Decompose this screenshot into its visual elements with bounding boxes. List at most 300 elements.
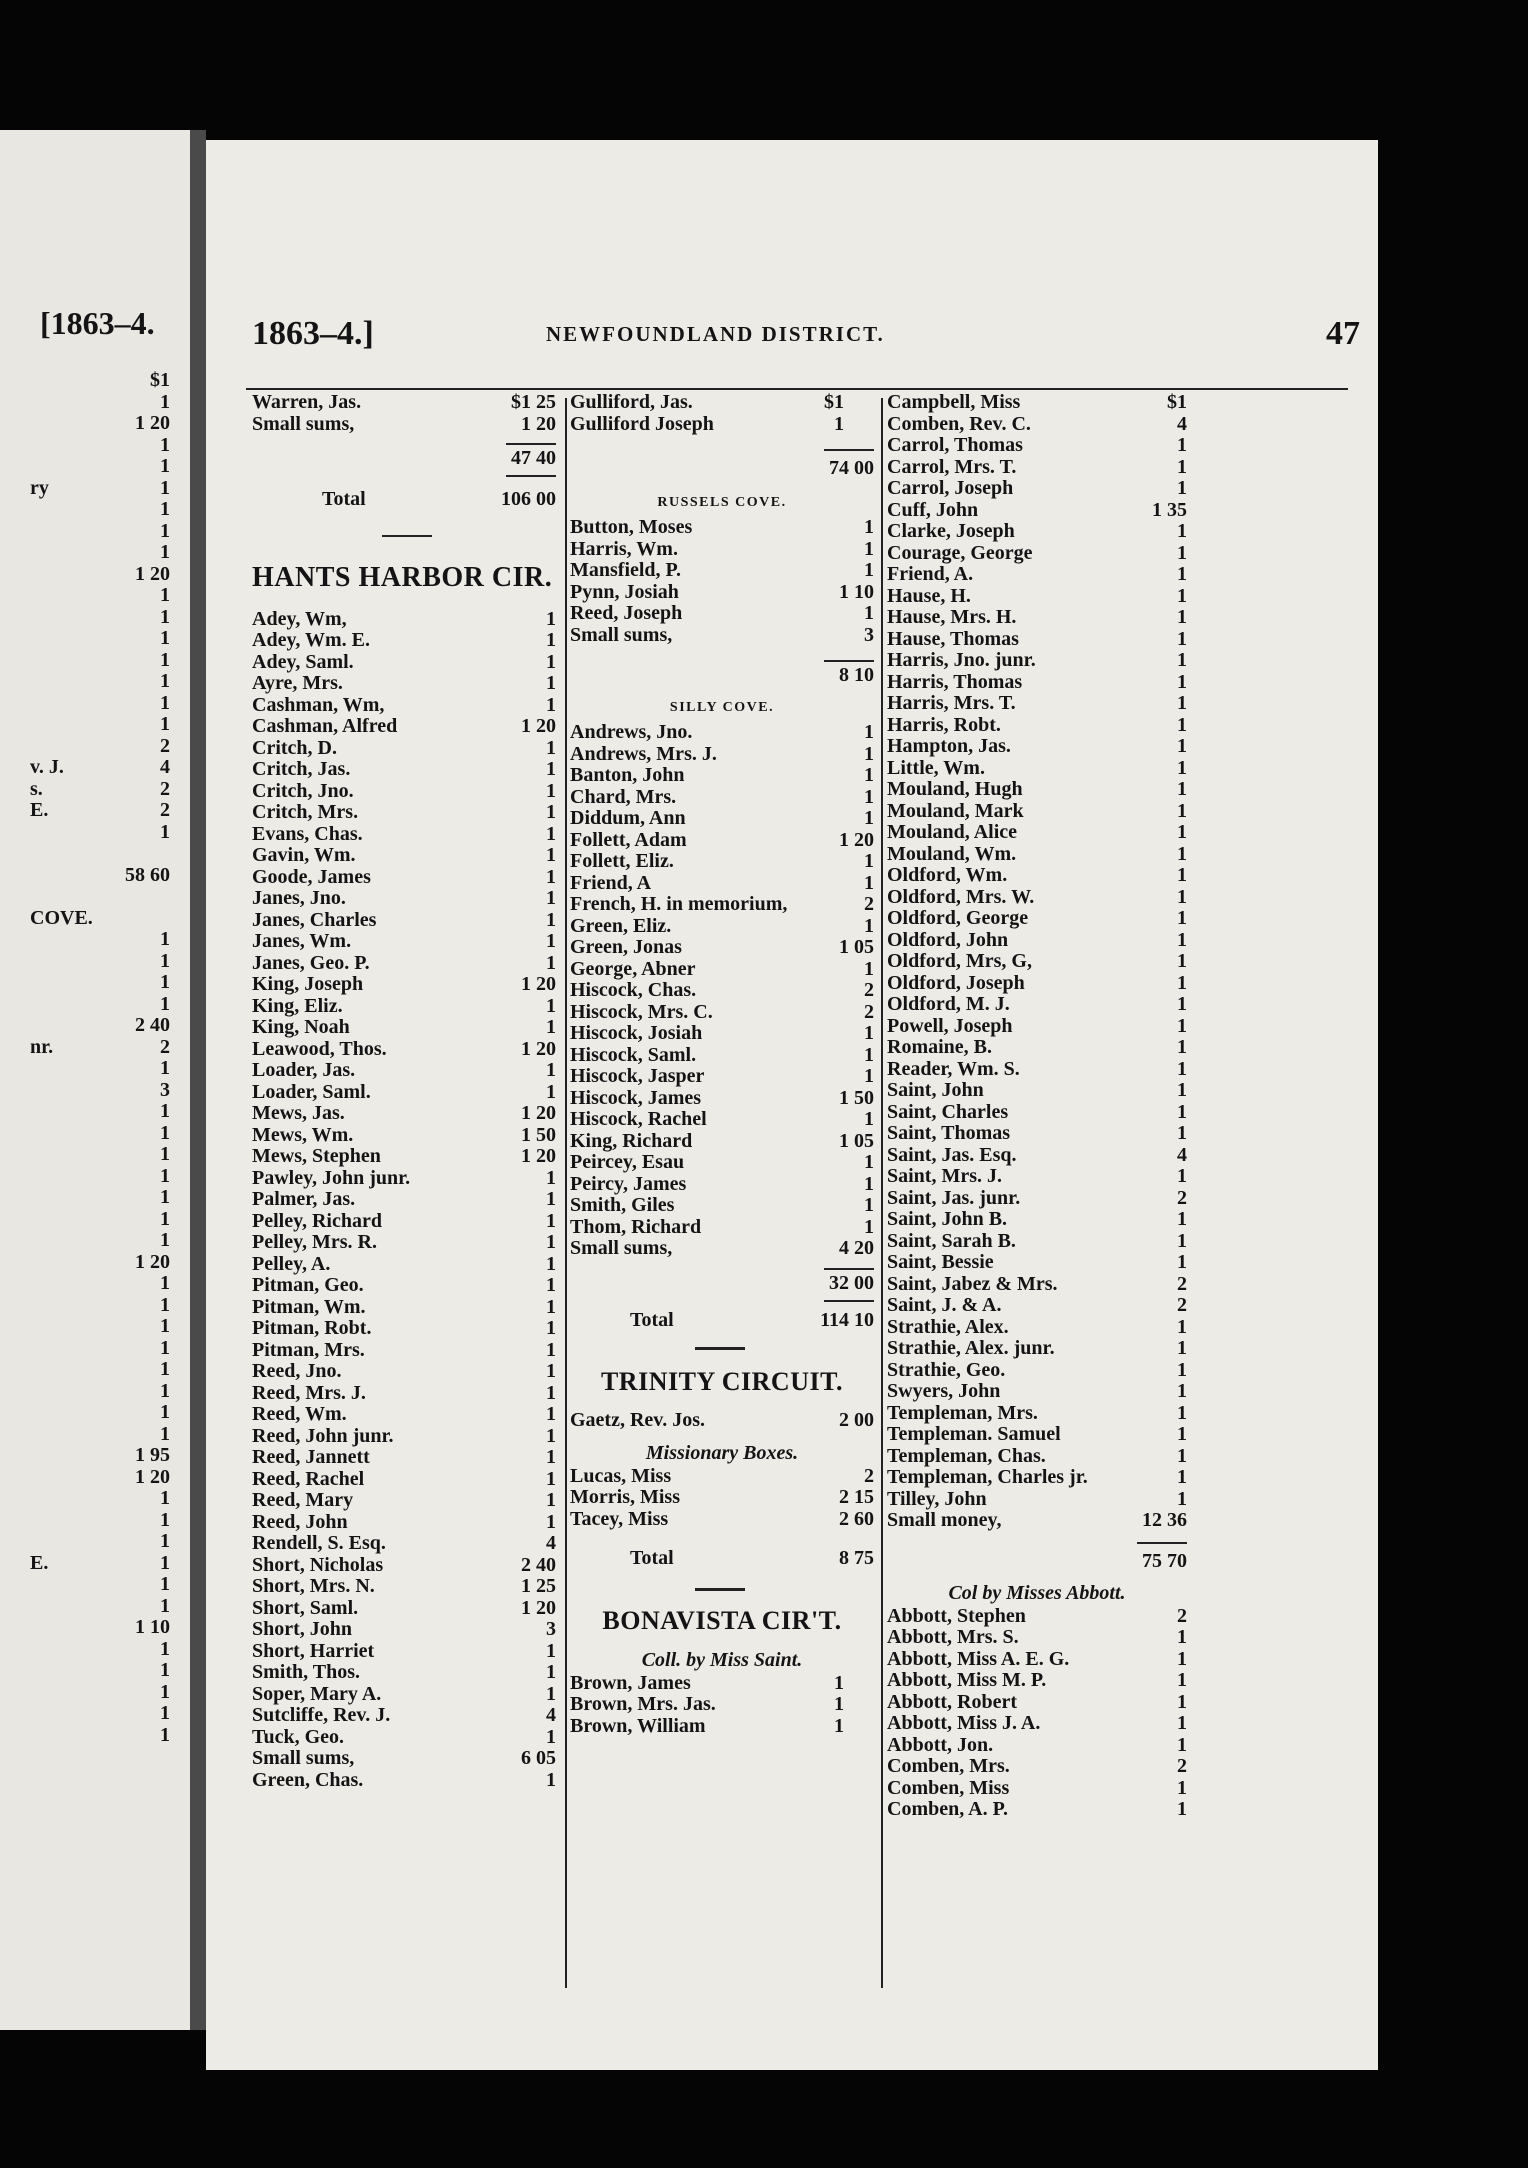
fragment-amount: 1 (160, 1358, 170, 1380)
donor-name: Hause, Mrs. H. (887, 606, 1017, 628)
ledger-row (887, 1209, 1187, 1231)
donor-name: Saint, John B. (887, 1208, 1008, 1230)
donation-amount: 1 (864, 1151, 874, 1173)
ledger-row (252, 1060, 556, 1082)
donation-amount: 1 (1177, 455, 1187, 478)
ledger-row (887, 392, 1187, 414)
donation-amount: 2 (864, 1000, 874, 1023)
fragment-row (30, 714, 170, 736)
ledger-row (887, 1274, 1187, 1296)
donor-name: Morris, Miss (570, 1486, 680, 1508)
donor-name: Mews, Stephen (252, 1145, 381, 1167)
ledger-row (252, 1426, 556, 1448)
fragment-amount: $1 (150, 369, 170, 391)
fragment-row (30, 1316, 170, 1338)
ledger-row (570, 1109, 874, 1131)
donor-name: Abbott, Miss M. P. (887, 1669, 1047, 1691)
donor-name: Critch, Mrs. (252, 801, 359, 823)
donation-amount: 1 (546, 1274, 556, 1296)
fragment-amount: 1 (160, 476, 170, 499)
russels-total: 8 10 (839, 664, 874, 686)
donation-amount: 1 (1177, 520, 1187, 542)
donation-amount: 1 (1177, 1690, 1187, 1713)
ledger-row (570, 517, 874, 539)
ledger-row (887, 1467, 1187, 1489)
left-page-fragment (0, 130, 205, 2030)
donation-amount: 1 20 (839, 828, 874, 851)
ledger-row (887, 973, 1187, 995)
ledger-row (252, 1469, 556, 1491)
donor-name: Strathie, Geo. (887, 1358, 1006, 1381)
donation-amount: 1 05 (839, 1129, 874, 1152)
ledger-row (887, 478, 1187, 500)
district-header: NEWFOUNDLAND DISTRICT. (546, 322, 885, 346)
ledger-row (252, 1533, 556, 1555)
ledger-row (887, 435, 1187, 457)
ledger-row (252, 759, 556, 781)
ledger-row (252, 1447, 556, 1469)
ledger-row (252, 1361, 556, 1383)
donor-name: Powell, Joseph (887, 1014, 1013, 1037)
donation-amount: 1 (834, 1714, 844, 1737)
ledger-row (887, 1123, 1187, 1145)
donor-name: Leawood, Thos. (252, 1037, 387, 1060)
ledger-row (570, 830, 874, 852)
ledger-row (252, 1555, 556, 1577)
donation-amount: 4 (1177, 412, 1187, 435)
donor-name: Abbott, Mrs. S. (887, 1626, 1019, 1648)
ledger-row (252, 910, 556, 932)
ledger-row (887, 1360, 1187, 1382)
fragment-text: ry (30, 476, 49, 499)
donor-name: Andrews, Mrs. J. (570, 742, 717, 765)
fragment-amount: 1 (160, 519, 170, 542)
donation-amount: 1 20 (521, 715, 556, 737)
donation-amount: 1 (546, 779, 556, 802)
fragment-amount: 1 20 (135, 1250, 170, 1273)
donor-name: Comben, Mrs. (887, 1755, 1010, 1777)
fragment-amount: 1 (160, 498, 170, 520)
donation-amount: 2 (1177, 1186, 1187, 1209)
donor-name: Carrol, Joseph (887, 477, 1014, 499)
ledger-row (252, 867, 556, 889)
donor-name: Janes, Charles (252, 908, 377, 931)
donation-amount: 1 (1177, 1423, 1187, 1445)
donor-name: Mews, Jas. (252, 1102, 345, 1124)
donation-amount: $1 (1167, 391, 1187, 413)
donor-name: Reader, Wm. S. (887, 1057, 1020, 1080)
left-page-column (30, 370, 170, 1746)
section-title-hants-harbor: HANTS HARBOR CIR. (252, 561, 553, 593)
fragment-row (30, 1037, 170, 1059)
fragment-row (30, 1381, 170, 1403)
donation-amount: 1 (546, 1424, 556, 1447)
donation-amount: 1 (1177, 1208, 1187, 1230)
ledger-row (887, 650, 1187, 672)
donation-amount: 1 (864, 1215, 874, 1238)
fragment-row (30, 1424, 170, 1446)
fragment-row (30, 1682, 170, 1704)
donation-amount: 1 (1177, 1712, 1187, 1734)
donation-amount: 1 (1177, 563, 1187, 585)
donor-name: Saint, Mrs. J. (887, 1165, 1002, 1187)
donation-amount: 1 (546, 1768, 556, 1791)
column-divider-2 (881, 398, 883, 1988)
donation-amount: $1 (824, 391, 844, 413)
ledger-row (570, 1238, 874, 1260)
fragment-row (30, 1574, 170, 1596)
donor-name: Templeman, Mrs. (887, 1401, 1038, 1424)
ledger-row (887, 1145, 1187, 1167)
donor-name: Abbott, Stephen (887, 1604, 1026, 1627)
fragment-row (30, 1445, 170, 1467)
donor-name: Carrol, Thomas (887, 434, 1023, 456)
donor-name: Friend, A. (887, 563, 974, 585)
donation-amount: 1 (546, 607, 556, 630)
donor-name: Tilley, John (887, 1487, 987, 1510)
donation-amount: 1 (1177, 692, 1187, 714)
ledger-row (570, 1066, 874, 1088)
donor-name: Janes, Wm. (252, 930, 352, 952)
subtotal-rule (506, 475, 556, 477)
donor-name: Pelley, Richard (252, 1209, 382, 1232)
fragment-amount: 1 (160, 541, 170, 563)
fragment-row (30, 1359, 170, 1381)
section-rule (382, 535, 432, 537)
fragment-row (30, 650, 170, 672)
donor-name: Small money, (887, 1509, 1002, 1531)
donor-name: Hiscock, Mrs. C. (570, 1000, 713, 1023)
ledger-row (252, 1318, 556, 1340)
ledger-row (252, 1598, 556, 1620)
donation-amount: 1 (864, 871, 874, 894)
fragment-amount: 1 10 (135, 1616, 170, 1638)
donation-amount: 1 20 (521, 1145, 556, 1167)
fragment-amount: 1 (160, 390, 170, 413)
donation-amount: 1 05 (839, 936, 874, 958)
ledger-row (252, 1297, 556, 1319)
ledger-row (887, 693, 1187, 715)
ledger-row (252, 414, 556, 436)
fragment-row (30, 972, 170, 994)
donor-name: Follett, Adam (570, 828, 687, 851)
donor-name: Loader, Saml. (252, 1080, 371, 1103)
fragment-amount: 1 (160, 584, 170, 606)
ledger-row (887, 1338, 1187, 1360)
donation-amount: 1 (864, 914, 874, 937)
donor-name: Oldford, Mrs, G, (887, 950, 1032, 972)
ledger-row (252, 1490, 556, 1512)
ledger-row (570, 1217, 874, 1239)
donor-name: Hiscock, Rachel (570, 1108, 707, 1130)
donation-amount: 1 (1177, 1626, 1187, 1648)
fragment-amount: 1 (160, 1573, 170, 1595)
fragment-row (30, 521, 170, 543)
fragment-amount: 1 (160, 1508, 170, 1531)
ledger-row (570, 603, 874, 625)
donation-amount: 1 (1177, 1669, 1187, 1691)
ledger-row (887, 822, 1187, 844)
fragment-amount: 2 (160, 734, 170, 757)
donation-amount: 1 (546, 1661, 556, 1683)
fragment-row (30, 542, 170, 564)
donor-name: Abbott, Robert (887, 1690, 1017, 1713)
donor-name: Cuff, John (887, 498, 979, 521)
donation-amount: 1 (1177, 1229, 1187, 1252)
donor-name: French, H. in memorium, (570, 893, 788, 915)
ledger-row (570, 625, 874, 647)
donation-amount: 1 (546, 1510, 556, 1533)
donation-amount: 1 (546, 1682, 556, 1705)
fragment-row (30, 671, 170, 693)
donation-amount: 1 (546, 1403, 556, 1425)
donor-name: King, Noah (252, 1016, 350, 1038)
donor-name: Short, Saml. (252, 1596, 359, 1619)
donor-name: Warren, Jas. (252, 391, 362, 413)
fragment-amount: 1 (160, 1229, 170, 1251)
ledger-row (252, 738, 556, 760)
donation-amount: 1 (546, 865, 556, 888)
donor-name: Peircy, James (570, 1172, 687, 1195)
fragment-amount: 2 40 (135, 1014, 170, 1036)
donor-name: Little, Wm. (887, 756, 985, 779)
donation-amount: 1 (864, 1194, 874, 1216)
donation-amount: 1 (546, 1639, 556, 1662)
ledger-row (252, 1039, 556, 1061)
donation-amount: 1 (864, 516, 874, 538)
donation-amount: 1 (546, 1360, 556, 1382)
ledger-row (252, 1017, 556, 1039)
fragment-row (30, 1617, 170, 1639)
fragment-row (30, 951, 170, 973)
fragment-row (30, 1166, 170, 1188)
donation-amount: 2 (1177, 1604, 1187, 1627)
donation-amount: 1 (1177, 1647, 1187, 1670)
ledger-row (570, 539, 874, 561)
ledger-row (252, 1727, 556, 1749)
donor-name: Saint, Jas. Esq. (887, 1143, 1017, 1166)
donor-name: George, Abner (570, 957, 696, 980)
ledger-row (887, 414, 1187, 436)
donor-name: Reed, Mary (252, 1489, 354, 1511)
ledger-row (252, 931, 556, 953)
donor-name: Follett, Eliz. (570, 850, 674, 872)
donor-name: Pelley, A. (252, 1252, 331, 1275)
fragment-amount: 1 (160, 605, 170, 628)
donor-name: Janes, Geo. P. (252, 951, 370, 974)
donor-name: Cashman, Alfred (252, 715, 398, 737)
ledger-row (887, 844, 1187, 866)
donation-amount: 1 20 (521, 412, 556, 435)
fragment-row (30, 865, 170, 887)
donation-amount: 1 (546, 758, 556, 780)
fragment-row (30, 1467, 170, 1489)
fragment-row (30, 886, 170, 908)
fragment-amount: 1 20 (135, 412, 170, 434)
ledger-row (570, 1131, 874, 1153)
fragment-amount: 1 (160, 1272, 170, 1294)
subtotal: 74 00 (829, 457, 874, 479)
donation-amount: 2 (864, 979, 874, 1001)
donor-name: Harris, Mrs. T. (887, 692, 1016, 714)
donation-amount: 1 (1177, 799, 1187, 822)
donation-amount: 1 20 (521, 1596, 556, 1619)
donation-amount: 1 (864, 807, 874, 829)
fragment-row (30, 435, 170, 457)
ledger-row (252, 716, 556, 738)
donor-name: Tuck, Geo. (252, 1725, 345, 1748)
donation-amount: 2 (1177, 1272, 1187, 1295)
ledger-row (887, 543, 1187, 565)
donor-name: Oldford, M. J. (887, 993, 1010, 1015)
fragment-row (30, 1338, 170, 1360)
ledger-row (252, 824, 556, 846)
donation-amount: 1 (1177, 950, 1187, 972)
fragment-amount: 1 (160, 1659, 170, 1681)
donation-amount: 1 (834, 1693, 844, 1715)
ledger-row (887, 607, 1187, 629)
donor-name: Pawley, John junr. (252, 1166, 411, 1189)
fragment-row (30, 370, 170, 392)
donation-amount: 1 25 (521, 1575, 556, 1597)
ledger-row (570, 873, 874, 895)
donor-name: Mouland, Alice (887, 821, 1018, 843)
donor-name: Harris, Thomas (887, 670, 1023, 693)
fragment-amount: 1 (160, 1186, 170, 1208)
donor-name: Diddum, Ann (570, 807, 686, 829)
ledger-row (252, 781, 556, 803)
fragment-row (30, 413, 170, 435)
ledger-row (252, 888, 556, 910)
ledger-row (887, 887, 1187, 909)
fragment-text: v. J. (30, 756, 64, 778)
donor-name: Courage, George (887, 541, 1033, 564)
donation-amount: 1 (1177, 993, 1187, 1015)
donor-name: Harris, Robt. (887, 713, 1001, 736)
fragment-amount: 1 (160, 455, 170, 477)
fragment-row (30, 1123, 170, 1145)
ledger-row (252, 1383, 556, 1405)
donor-name: Carrol, Mrs. T. (887, 455, 1017, 478)
donor-name: Reed, Rachel (252, 1467, 365, 1490)
donation-amount: 1 (1177, 1798, 1187, 1820)
donor-name: Pitman, Mrs. (252, 1338, 365, 1361)
donor-name: Mouland, Hugh (887, 778, 1023, 800)
fragment-row (30, 456, 170, 478)
ledger-row (887, 1692, 1187, 1714)
donor-name: Mouland, Wm. (887, 842, 1017, 865)
ledger-row (570, 1673, 874, 1695)
donor-name: Templeman. Samuel (887, 1423, 1061, 1445)
donor-name: Comben, A. P. (887, 1798, 1008, 1820)
ledger-row (887, 1016, 1187, 1038)
donor-name: Reed, Jannett (252, 1446, 370, 1468)
ledger-row (252, 1082, 556, 1104)
donor-name: Brown, Mrs. Jas. (570, 1693, 716, 1715)
donor-name: Reed, John (252, 1510, 348, 1533)
fragment-row (30, 1553, 170, 1575)
fragment-text: E. (30, 799, 49, 821)
donation-amount: 1 (1177, 821, 1187, 843)
ledger-row (887, 951, 1187, 973)
ledger-row (887, 1059, 1187, 1081)
donor-name: Templeman, Chas. (887, 1444, 1046, 1467)
donor-name: Gaetz, Rev. Jos. (570, 1409, 705, 1431)
fragment-row (30, 1725, 170, 1747)
donor-name: Palmer, Jas. (252, 1188, 356, 1210)
donation-amount: 1 (546, 801, 556, 823)
ledger-row (570, 1466, 874, 1488)
ledger-row (887, 1735, 1187, 1757)
donation-amount: 1 10 (839, 580, 874, 603)
donor-name: Hiscock, Chas. (570, 979, 697, 1001)
donor-name: Sutcliffe, Rev. J. (252, 1704, 391, 1726)
ledger-row (570, 414, 874, 436)
donation-amount: 1 (1177, 1380, 1187, 1402)
ledger-row (887, 1102, 1187, 1124)
fragment-amount: 1 (160, 1551, 170, 1574)
donation-amount: 4 (546, 1704, 556, 1726)
ledger-row (570, 1023, 874, 1045)
donor-name: Reed, John junr. (252, 1424, 394, 1447)
fragment-row (30, 1402, 170, 1424)
donation-amount: 1 20 (521, 973, 556, 995)
fragment-row (30, 1015, 170, 1037)
ledger-row (252, 974, 556, 996)
ledger-row (252, 609, 556, 631)
donation-amount: 1 (546, 1252, 556, 1275)
ledger-row (570, 744, 874, 766)
donation-amount: 1 (864, 721, 874, 743)
fragment-amount: 1 (160, 928, 170, 950)
donor-name: Reed, Wm. (252, 1403, 347, 1425)
ledger-row (252, 1512, 556, 1534)
donation-amount: 1 (546, 736, 556, 759)
donor-name: Banton, John (570, 764, 685, 786)
fragment-row (30, 1703, 170, 1725)
donation-amount: 1 (1177, 477, 1187, 499)
ledger-row (570, 894, 874, 916)
donation-amount: 1 (1177, 1337, 1187, 1359)
donation-amount: 1 (546, 693, 556, 716)
donation-amount: 1 (1177, 606, 1187, 628)
fragment-amount: 1 (160, 670, 170, 692)
ledger-row (252, 1770, 556, 1792)
donor-name: Small sums, (570, 623, 673, 646)
donor-name: Short, Mrs. N. (252, 1575, 375, 1597)
fragment-row (30, 1080, 170, 1102)
fragment-amount: 1 20 (135, 1465, 170, 1488)
subsection-missionary-boxes: Missionary Boxes. (645, 1441, 799, 1464)
ledger-row (887, 1756, 1187, 1778)
donation-amount: 1 (1177, 649, 1187, 671)
fragment-text: COVE. (30, 906, 93, 929)
ledger-row (887, 1188, 1187, 1210)
donor-name: Goode, James (252, 865, 371, 888)
donor-name: Saint, J. & A. (887, 1294, 1002, 1316)
ledger-row (887, 1037, 1187, 1059)
ledger-row (570, 1487, 874, 1509)
donor-name: Button, Moses (570, 516, 693, 538)
ledger-row (887, 1231, 1187, 1253)
column-russels-silly-trinity (570, 392, 874, 1737)
fragment-amount: 1 (160, 1143, 170, 1165)
donor-name: Gulliford, Jas. (570, 391, 693, 413)
fragment-row (30, 1488, 170, 1510)
donor-name: Hause, Thomas (887, 627, 1019, 650)
donation-amount: 1 (546, 1188, 556, 1210)
fragment-row (30, 1230, 170, 1252)
